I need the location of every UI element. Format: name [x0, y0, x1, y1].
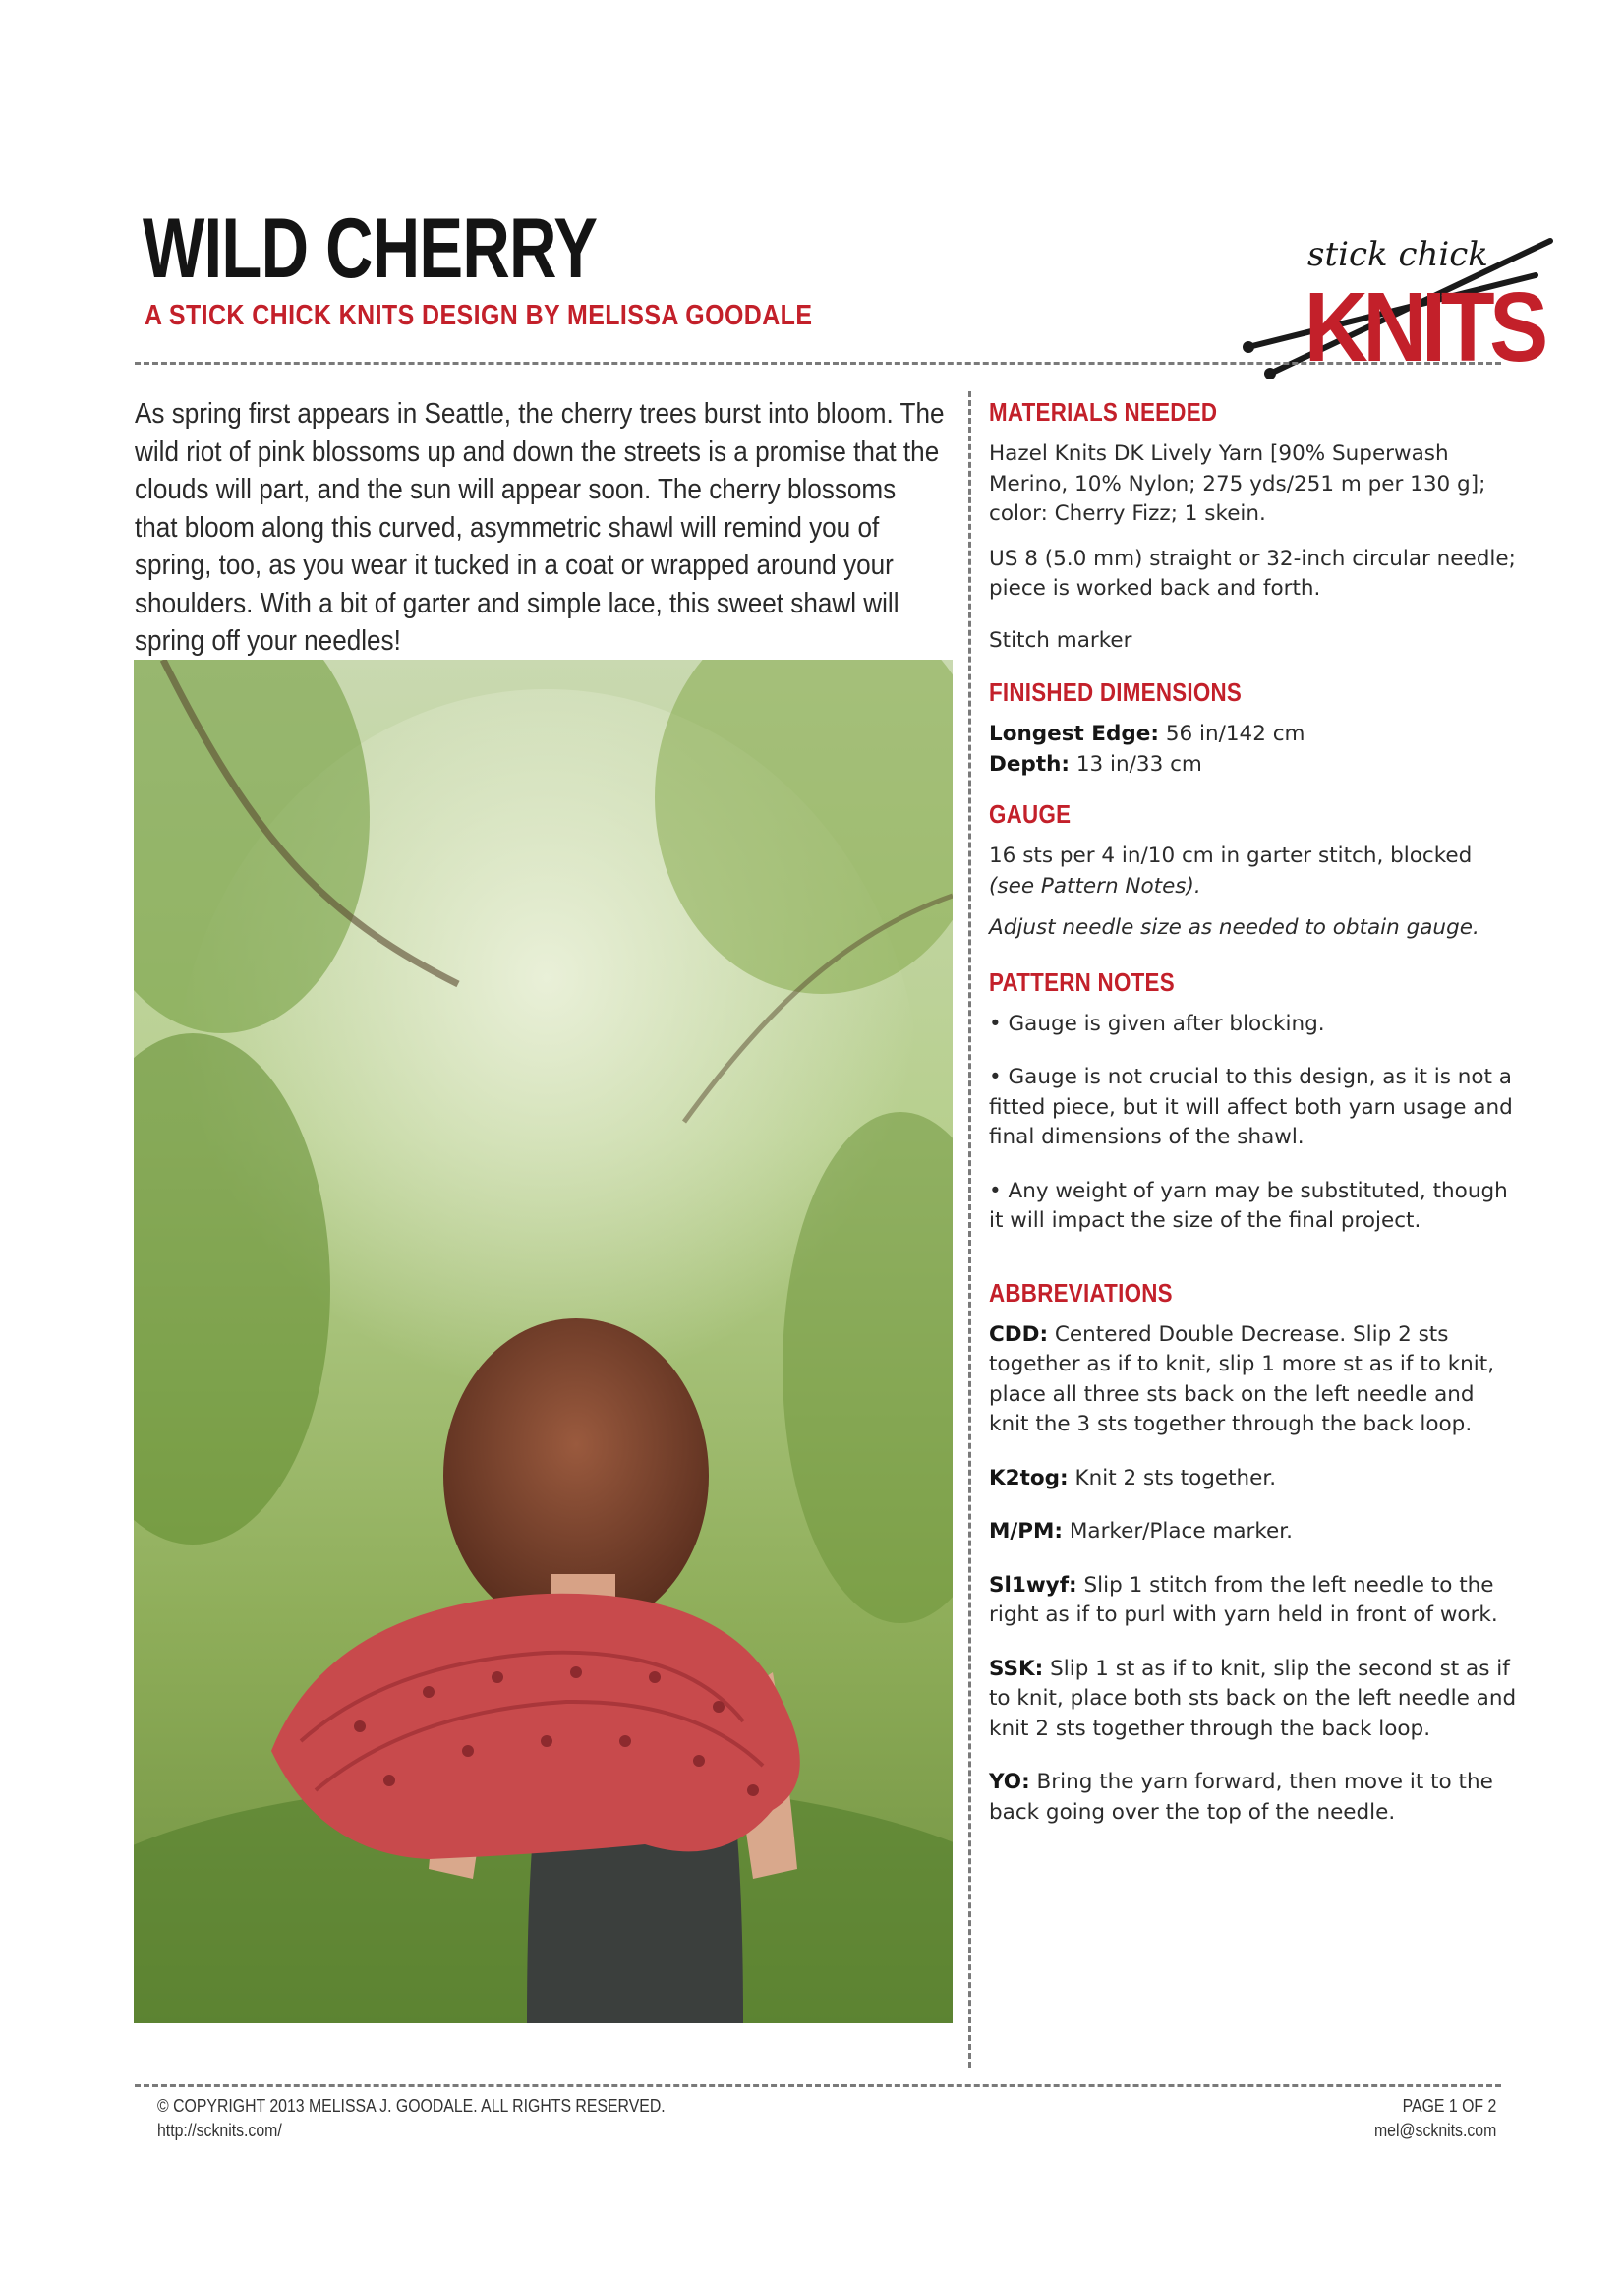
- svg-text:stick chick: stick chick: [1307, 235, 1488, 274]
- dimension-longest-edge: [989, 720, 1520, 750]
- abbreviation-item: [989, 1655, 1520, 1745]
- copyright-text: © COPYRIGHT 2013 MELISSA J. GOODALE. ALL RIGHTS RESERVED.: [157, 2096, 666, 2116]
- notes-heading: PATTERN NOTES: [989, 966, 1175, 997]
- pattern-title: WILD CHERRY: [143, 202, 598, 296]
- bottom-divider: [135, 2084, 1501, 2087]
- dimension-depth: [989, 750, 1520, 781]
- website-link[interactable]: http://scknits.com/: [157, 2121, 282, 2140]
- abbreviation-def: Bring the yarn forward, then move it to the back going over the top of the needle.: [989, 1770, 1493, 1825]
- abbreviation-def: Centered Double Decrease. Slip 2 sts together as if to knit, slip 1 more st as if to knit, place all three sts back on the left needle and knit the 3 sts together through the back loop.: [989, 1321, 1495, 1436]
- abbreviation-item: [989, 1517, 1520, 1547]
- gauge-note: (see Pattern Notes).: [989, 873, 1201, 899]
- abbreviation-item: [989, 1320, 1520, 1440]
- intro-paragraph: As spring first appears in Seattle, the cherry trees burst into bloom. The wild riot of pink blossoms up and down the streets is a promise that the clouds will part, and the sun will appear soon. The cherry blossoms that bloom along this curved, asymmetric shawl will remind you of spring, too, as you wear it tucked in a coat or wrapped around your shoulders. With a bit of garter and simple lace, this sweet shawl will spring off your needles!: [135, 398, 945, 657]
- abbreviation-def: Slip 1 stitch from the left needle to the right as if to purl with yarn held in front of work.: [989, 1572, 1498, 1627]
- dimension-depth-value: 13 in/33 cm: [1075, 751, 1202, 777]
- email-link[interactable]: mel@scknits.com: [1373, 2121, 1496, 2140]
- materials-notions: Stitch marker: [989, 627, 1132, 653]
- abbreviation-item: [989, 1464, 1520, 1494]
- top-divider: [135, 362, 1501, 365]
- materials-heading: MATERIALS NEEDED: [989, 397, 1218, 427]
- column-divider: [968, 391, 971, 2068]
- materials-yarn: Hazel Knits DK Lively Yarn [90% Superwash Merino, 10% Nylon; 275 yds/251 m per 130 g]; color: Cherry Fizz; 1 skein.: [989, 441, 1486, 526]
- note-item: • Any weight of yarn may be substituted, though it will impact the size of the final project.: [989, 1178, 1508, 1233]
- abbreviation-term: YO:: [989, 1770, 1030, 1794]
- abbreviation-item: [989, 1768, 1520, 1828]
- abbreviation-item: [989, 1571, 1520, 1631]
- dimension-depth-label: Depth:: [989, 751, 1071, 777]
- gauge-adjust: Adjust needle size as needed to obtain gauge.: [989, 915, 1479, 940]
- abbreviation-term: SSK:: [989, 1656, 1044, 1681]
- pattern-subtitle: A STICK CHICK KNITS DESIGN BY MELISSA GOODALE: [145, 300, 813, 331]
- abbreviation-term: CDD:: [989, 1321, 1049, 1347]
- svg-text:KNITS: KNITS: [1304, 272, 1543, 383]
- footer-right: [1374, 2094, 1496, 2143]
- stick-chick-knits-logo: [1241, 221, 1555, 398]
- gauge-text: 16 sts per 4 in/10 cm in garter stitch, blocked: [989, 844, 1473, 868]
- note-item: • Gauge is not crucial to this design, as it is not a fitted piece, but it will affect both yarn usage and final dimensions of the shawl.: [989, 1065, 1513, 1149]
- sidebar: [989, 397, 1520, 1842]
- dimension-longest-label: Longest Edge:: [989, 722, 1159, 746]
- note-item: • Gauge is given after blocking.: [989, 1011, 1325, 1036]
- shawl-photo: [134, 660, 953, 2023]
- abbreviation-def: Knit 2 sts together.: [1074, 1465, 1277, 1490]
- gauge-heading: GAUGE: [989, 799, 1072, 829]
- abbreviation-term: K2tog:: [989, 1465, 1069, 1490]
- abbreviation-term: Sl1wyf:: [989, 1572, 1077, 1598]
- abbreviations-heading: ABBREVIATIONS: [989, 1277, 1173, 1308]
- abbreviation-def: Slip 1 st as if to knit, slip the second st as if to knit, place both sts back on the left needle and knit 2 sts together through the back loop.: [989, 1656, 1517, 1741]
- materials-needles: US 8 (5.0 mm) straight or 32-inch circular needle; piece is worked back and forth.: [989, 546, 1516, 601]
- dimension-longest-value: 56 in/142 cm: [1165, 722, 1305, 746]
- abbreviation-def: Marker/Place marker.: [1069, 1519, 1293, 1544]
- abbreviation-term: M/PM:: [989, 1519, 1063, 1544]
- dimensions-heading: FINISHED DIMENSIONS: [989, 677, 1243, 707]
- footer-left: [157, 2094, 666, 2143]
- page-number: PAGE 1 OF 2: [1402, 2096, 1496, 2116]
